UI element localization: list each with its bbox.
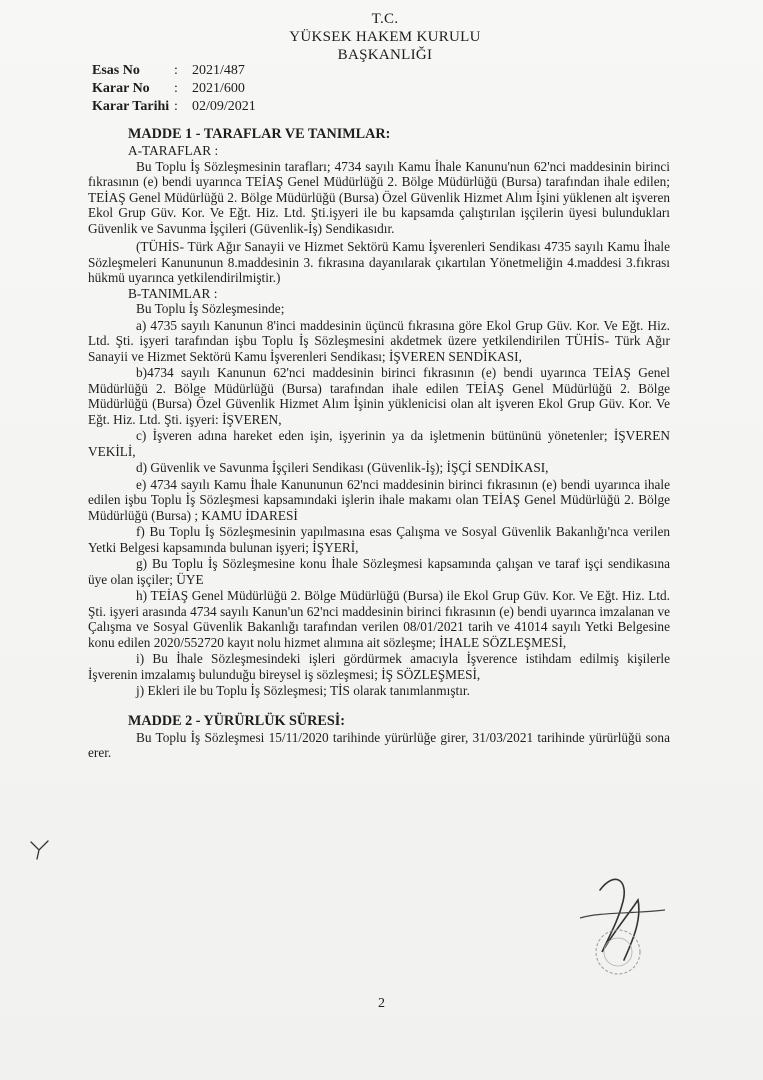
- meta-colon: :: [174, 99, 178, 114]
- madde-2-paragraph: Bu Toplu İş Sözleşmesi 15/11/2020 tarihinde yürürlüğe girer, 31/03/2021 tarihinde yürürlüğü sona erer.: [88, 729, 670, 760]
- header-institution: YÜKSEK HAKEM KURULU: [289, 29, 481, 45]
- definition-item-i: i) Bu İhale Sözleşmesindeki işleri gördürmek amacıyla İşverence istihdam edilmiş kişilerle İşverenin imzalamış bulunduğu bireysel iş sözleşmesi; İŞ SÖZLEŞMESİ,: [88, 651, 670, 682]
- meta-row-karar: [92, 80, 256, 98]
- definition-item-g: g) Bu Toplu İş Sözleşmesine konu İhale Sözleşmesi kapsamında çalışan ve taraf işçi sendikasına üye olan işçiler; ÜYE: [88, 556, 670, 587]
- header-tc: T.C.: [371, 11, 399, 27]
- signature-stamp-icon: [560, 860, 690, 980]
- definition-item-b: b)4734 sayılı Kanunun 62'nci maddesinin birinci fıkrasının (e) bendi uyarınca TEİAŞ Genel Müdürlüğü 2. Bölge Müdürlüğü (Bursa) tarafından ihale edilen TEİAŞ Genel Müdürlüğü 2. Bölge Müdürlüğü (Bursa) Özel Güvenlik Hizmet Alım İşinin yüklenicisi olan alt işveren Ekol Grup Güv. Kor. Ve Eğt. Hiz. Ltd. Şti. işyeri: İŞVEREN,: [88, 365, 670, 427]
- definition-item-f: f) Bu Toplu İş Sözleşmesinin yapılmasına esas Çalışma ve Sosyal Güvenlik Bakanlığı'nca verilen Yetki Belgesi kapsamında bulunan işyeri; İŞYERİ,: [88, 524, 670, 555]
- header-presidency: BAŞKANLIĞI: [337, 47, 433, 63]
- definition-item-j: j) Ekleri ile bu Toplu İş Sözleşmesi; TİS olarak tanımlanmıştır.: [136, 683, 470, 698]
- definition-item-c: c) İşveren adına hareket eden işin, işyerinin ya da işletmenin bütününü yönetenler; İŞVEREN VEKİLİ,: [88, 428, 670, 459]
- document-body: [88, 126, 670, 761]
- meta-label: Esas No: [92, 63, 140, 78]
- meta-label: Karar No: [92, 81, 150, 96]
- tanimlar-intro: Bu Toplu İş Sözleşmesinde;: [136, 301, 285, 316]
- madde-1-heading: MADDE 1 - TARAFLAR VE TANIMLAR:: [128, 126, 391, 142]
- definition-item-a: a) 4735 sayılı Kanunun 8'inci maddesinin üçüncü fıkrasına göre Ekol Grup Güv. Kor. Ve Eğt. Hiz. Ltd. Şti. işyeri tarafından işbu Toplu İş Sözleşmesini akdetmek üzere yetkilendirilen TÜHİS- Türk Ağır Sanayii ve Hizmet Sektörü Kamu İşverenleri Sendikası; İŞVEREN SENDİKASI,: [88, 317, 670, 364]
- meta-row-esas: [92, 62, 256, 80]
- definition-item-d: d) Güvenlik ve Savunma İşçileri Sendikası (Güvenlik-İş); İŞÇİ SENDİKASI,: [136, 460, 549, 475]
- taraflar-paragraph: Bu Toplu İş Sözleşmesinin tarafları; 4734 sayılı Kamu İhale Kanunu'nun 62'nci maddesinin birinci fıkrasının (e) bendi uyarınca TEİAŞ Genel Müdürlüğü 2. Bölge Müdürlüğü (Bursa) tarafından ihale edilen; TEİAŞ Genel Müdürlüğü 2. Bölge Müdürlüğü (Bursa) Özel Güvenlik Hizmet Alım İşini yüklenen alt işveren Ekol Grup Güv. Kor. Ve Eğt. Hiz. Ltd. Şti.işyeri ile bu kapsamda çalıştırılan işçilerin üyesi bulundukları Güvenlik ve Savunma İşçileri (Güvenlik-İş) Sendikasıdır.: [88, 158, 670, 236]
- page-number: 2: [378, 996, 385, 1011]
- tuhis-note-paragraph: (TÜHİS- Türk Ağır Sanayii ve Hizmet Sektörü Kamu İşverenleri Sendikası 4735 sayılı Kamu İhale Sözleşmeleri Kanununun 8.maddesinin 3. fıkrasına dayanılarak çıkartılan Yönetmeliğin 4.maddesi 3.fıkrası hükmü uyarınca yetkilendirilmiştir.): [88, 239, 670, 285]
- taraflar-heading: A-TARAFLAR :: [128, 143, 219, 158]
- meta-colon: :: [174, 63, 178, 78]
- meta-value: 2021/600: [192, 81, 245, 96]
- case-meta: [92, 62, 256, 116]
- tanimlar-heading: B-TANIMLAR :: [128, 285, 218, 301]
- meta-colon: :: [174, 81, 178, 96]
- meta-label: Karar Tarihi: [92, 99, 170, 114]
- meta-value: 2021/487: [192, 63, 245, 78]
- meta-row-karar-tarihi: [92, 98, 256, 116]
- definition-item-h: h) TEİAŞ Genel Müdürlüğü 2. Bölge Müdürlüğü (Bursa) ile Ekol Grup Güv. Kor. Ve Eğt. Hiz. Ltd. Şti. işyeri arasında 4734 sayılı Kanun'un 62'nci maddesinin birinci fıkrasının (e) bendi uyarınca imzalanan ve Çalışma ve Sosyal Güvenlik Bakanlığı tarafından verilen 08/01/2021 tarih ve 41014 sayılı Yetki Belgesine konu edilen 2020/552720 kayıt nolu hizmet alımına ait sözleşme; İHALE SÖZLEŞMESİ,: [88, 588, 670, 650]
- document-header: [270, 10, 500, 64]
- meta-value: 02/09/2021: [192, 99, 256, 114]
- definition-item-e: e) 4734 sayılı Kamu İhale Kanununun 62'nci maddesinin birinci fıkrasının (e) bendi uyarınca ihale edilen işbu Toplu İş Sözleşmesi kapsamındaki işlerin ihale makamı olan TEİAŞ Genel Müdürlüğü 2. Bölge Müdürlüğü (Bursa) ; KAMU İDARESİ: [88, 476, 670, 523]
- madde-2-heading: MADDE 2 - YÜRÜRLÜK SÜRESİ:: [128, 712, 346, 729]
- handwritten-margin-mark: [28, 838, 52, 862]
